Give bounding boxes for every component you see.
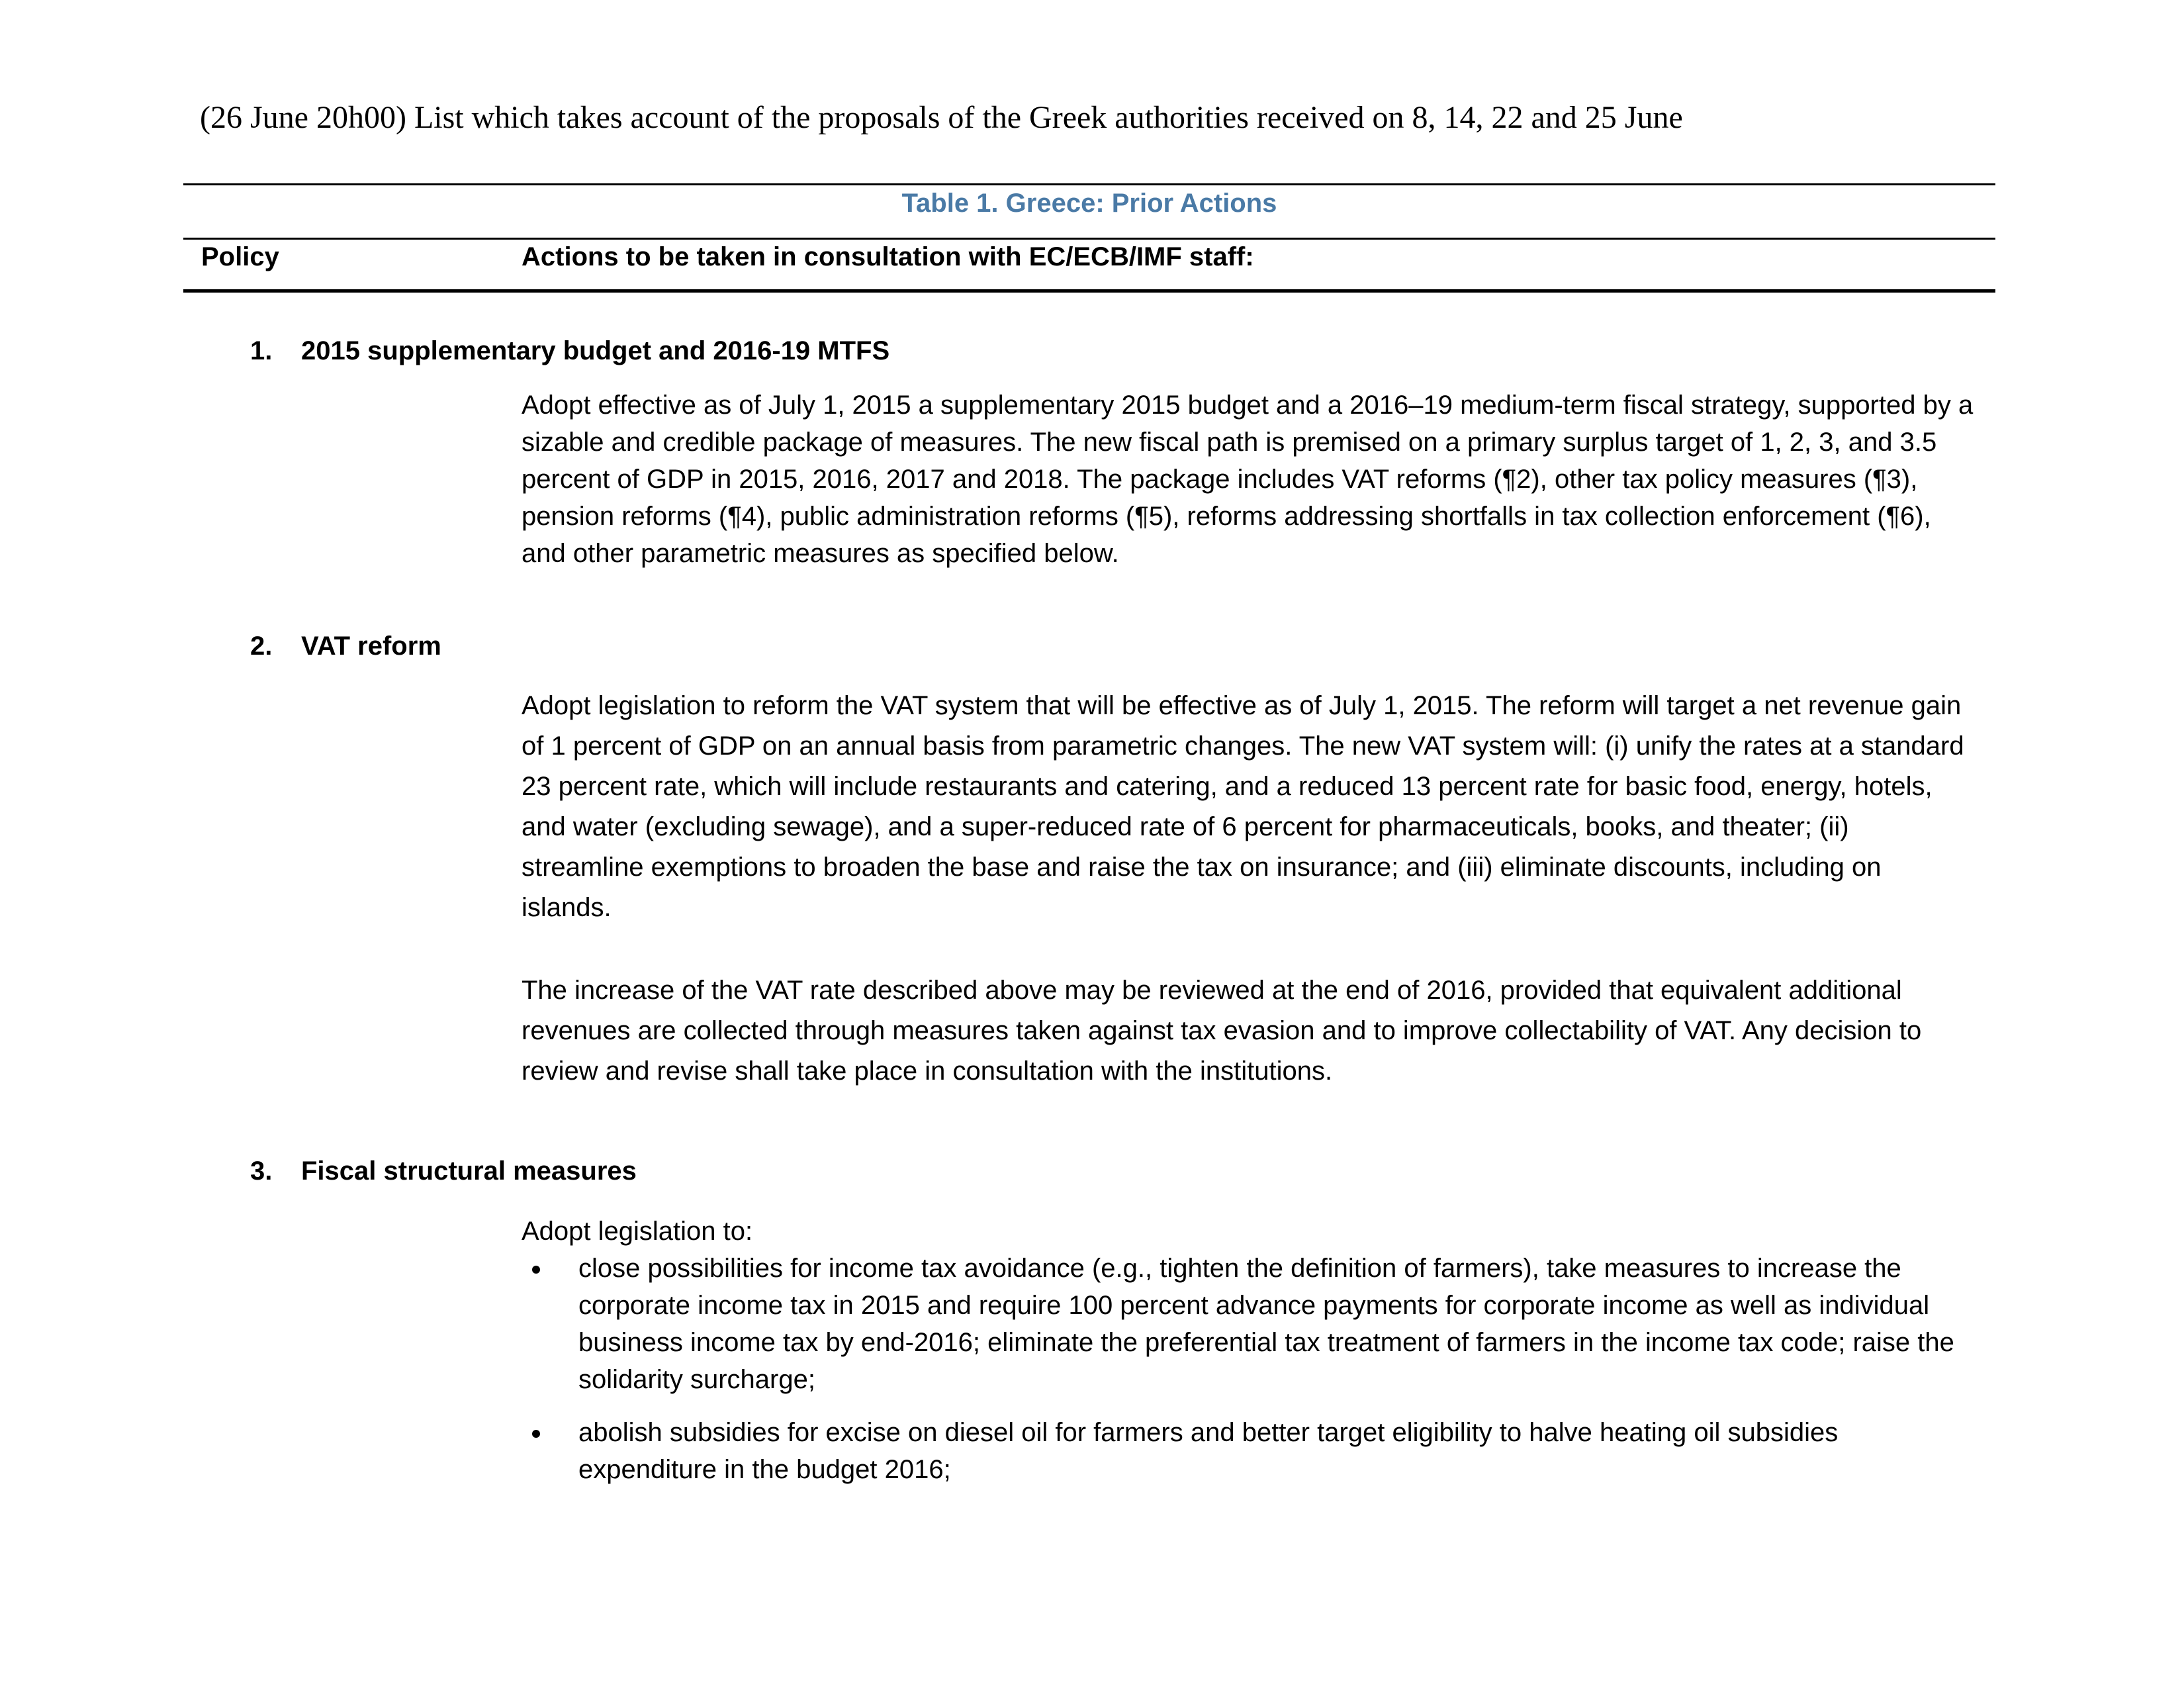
- bullet-text-1: close possibilities for income tax avoidance (e.g., tighten the definition of farmers), take measures to increase the corporate income tax in 2015 and require 100 percent advance payments for corporate income as well as individual business income tax by end-2016; eliminate the preferential tax treatment of farmers in the income tax code; raise the solidarity surcharge;: [578, 1254, 1954, 1394]
- header-note: (26 June 20h00) List which takes account of the proposals of the Greek authorities received on 8, 14, 22 and 25 June: [200, 100, 1683, 135]
- table-header-bottom-rule: [183, 289, 1995, 293]
- section-heading-3: [250, 1156, 637, 1186]
- section-3-intro: [522, 1213, 1978, 1250]
- section-3-intro-text: Adopt legislation to:: [522, 1217, 753, 1246]
- section-number-2: 2.: [250, 632, 273, 661]
- section-3-bullet-list: [522, 1250, 1978, 1488]
- section-title-3: Fiscal structural measures: [301, 1156, 637, 1186]
- section-1-paragraph-1: Adopt effective as of July 1, 2015 a supplementary 2015 budget and a 2016–19 medium-term fiscal strategy, supported by a sizable and credible package of measures. The new fiscal path is premised on a primary surplus target of 1, 2, 3, and 3.5 percent of GDP in 2015, 2016, 2017 and 2018. The package includes VAT reforms (¶2), other tax policy measures (¶3), pension reforms (¶4), public administration reforms (¶5), reforms addressing shortfalls in tax collection enforcement (¶6), and other parametric measures as specified below.: [522, 391, 1974, 568]
- section-heading-2: [250, 632, 441, 661]
- column-header-policy: Policy: [201, 242, 279, 271]
- list-item: [522, 1414, 1978, 1488]
- section-body-2b: [522, 970, 1978, 1092]
- section-heading-1: [250, 336, 889, 366]
- bullet-icon: [532, 1266, 540, 1274]
- column-header-actions: Actions to be taken in consultation with EC/ECB/IMF staff:: [522, 242, 1254, 271]
- list-item: [522, 1250, 1978, 1398]
- table-title: Table 1. Greece: Prior Actions: [901, 189, 1277, 218]
- bullet-text-2: abolish subsidies for excise on diesel oil for farmers and better target eligibility to halve heating oil subsidies expenditure in the budget 2016;: [578, 1418, 1839, 1484]
- bullet-icon: [532, 1430, 540, 1438]
- section-2-paragraph-2: The increase of the VAT rate described above may be reviewed at the end of 2016, provided that equivalent additional revenues are collected through measures taken against tax evasion and to improve collectability of VAT. Any decision to review and revise shall take place in consultation with the institutions.: [522, 976, 1922, 1086]
- section-body-2: [522, 686, 1978, 928]
- section-number-1: 1.: [250, 336, 273, 365]
- section-2-paragraph-1: Adopt legislation to reform the VAT system that will be effective as of July 1, 2015. The reform will target a net revenue gain of 1 percent of GDP on an annual basis from parametric changes. The new VAT system will: (i) unify the rates at a standard 23 percent rate, which will include restaurants and catering, and a reduced 13 percent rate for basic food, energy, hotels, and water (excluding sewage), and a super-reduced rate of 6 percent for pharmaceuticals, books, and theater; (ii) streamline exemptions to broaden the base and raise the tax on insurance; and (iii) eliminate discounts, including on islands.: [522, 691, 1964, 922]
- section-title-2: VAT reform: [301, 632, 441, 661]
- section-title-1: 2015 supplementary budget and 2016-19 MTFS: [301, 336, 890, 365]
- section-number-3: 3.: [250, 1156, 273, 1186]
- table-header-rule: [183, 238, 1995, 240]
- table-top-rule: [183, 183, 1995, 185]
- section-body-1: [522, 387, 1978, 572]
